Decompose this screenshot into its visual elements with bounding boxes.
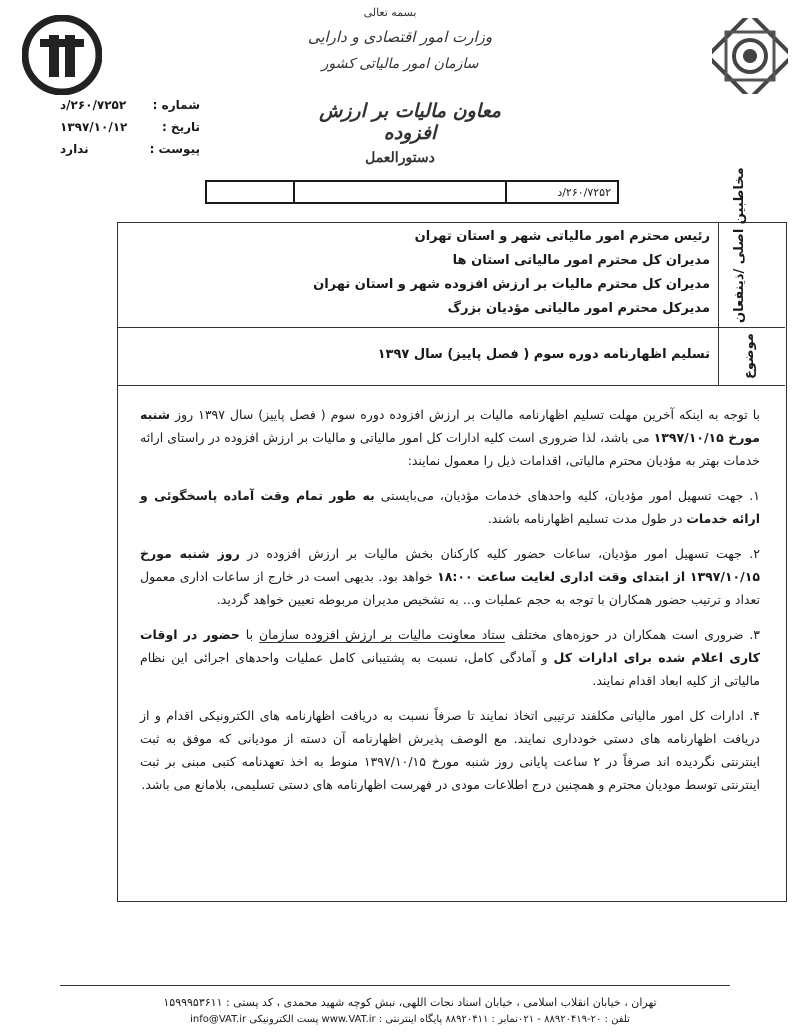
item2-text-a: ۲. جهت تسهیل امور مؤدیان، ساعات حضور کلیه کارکنان بخش مالیات بر ارزش افزوده در [239, 546, 760, 561]
item1-text-a: ۱. جهت تسهیل امور مؤدیان، کلیه واحدهای خدمات مؤدیان، می‌بایستی [374, 488, 760, 503]
body-item-4: ۴. ادارات کل امور مالیاتی مکلفند ترتیبی اتخاذ نمایند تا صرفاً نسبت به دریافت اظهارنامه های الکترونیکی اقدام و از دریافت اظهارنامه های دستی خودداری نمایند. مع الوصف پذیرش اظهارنامه آن دسته از مودیانی که موفق به ثبت اینترنتی نگردیده اند صرفاً در ۲ ساعت پایانی روز شنبه مورخ ۱۳۹۷/۱۰/۱۵ منوط به اخذ تعهدنامه کتبی مبنی بر ثبت اینترنتی توسط مودیان محترم و همچنین درج اطلاعات مودی در فهرست اظهارنامه های دستی تسلیمی، بلامانع می باشد. [140, 708, 760, 792]
reference-strip [205, 180, 619, 204]
item2-emphasis: روز شنبه مورخ ۱۳۹۷/۱۰/۱۵ از ابتدای وقت اداری لغایت ساعت ۱۸:۰۰ [140, 546, 761, 584]
item3-emphasis: حضور در اوقات کاری اعلام شده برای ادارات کل [140, 627, 760, 665]
ref-cell-empty-1 [207, 182, 293, 202]
ref-cell-number: ۲۶۰/۷۲۵۲/د [505, 182, 617, 202]
document-type: دستورالعمل [365, 150, 435, 166]
divider-subject [118, 385, 785, 386]
tax-organization-logo [22, 15, 102, 95]
meta-number-label: شماره : [152, 98, 200, 112]
meta-date-label: تاریخ : [161, 120, 200, 134]
divider-recipients [118, 327, 785, 328]
recipient-line-4: مدیرکل محترم امور مالیاتی مؤدیان بزرگ [447, 301, 710, 316]
recipient-line-1: رئیس محترم امور مالیاتی شهر و استان تهران [414, 229, 710, 244]
item3-text-a: ۳. ضروری است همکاران در حوزه‌های مختلف [505, 627, 761, 642]
body-item-1 [140, 484, 760, 530]
meta-date-row [60, 120, 200, 138]
subject-label: موضوع [742, 333, 757, 379]
meta-attachment-row [60, 142, 200, 160]
item1-emphasis: به طور تمام وقت آماده پاسخگوئی و ارائه خدمات [140, 488, 760, 526]
meta-date-value: ۱۳۹۷/۱۰/۱۲ [60, 120, 128, 134]
meta-number-row [60, 98, 200, 116]
meta-number-value: ۲۶۰/۷۲۵۲/د [60, 98, 127, 112]
bismillah-heading: بسمه تعالی [363, 6, 417, 19]
intro-text-c: می باشد، لذا ضروری است کلیه ادارات کل امور مالیاتی و مالیات بر ارزش افزوده در راستای ارائه خدمات بهتر به مؤدیان محترم مالیاتی، اقدامات ذیل را معمول نمایند: [140, 430, 760, 468]
item3-text-b: با [239, 627, 259, 642]
footer-contact: تلفن : ۲۰-۸۸۹۲۰۴۱۹ - ۰۲۱نمابر : ۸۸۹۲۰۴۱۱ پایگاه اینترنتی : www.VAT.ir پست الکترونیکی info@VAT.ir [190, 1014, 630, 1025]
label-column-divider [718, 223, 719, 385]
deputy-title: معاون مالیات بر ارزش افزوده [319, 100, 501, 144]
recipient-line-3: مدیران کل محترم مالیات بر ارزش افزوده شهر و استان تهران [313, 277, 710, 292]
intro-deadline: شنبه مورخ ۱۳۹۷/۱۰/۱۵ [140, 407, 760, 445]
ministry-name: وزارت امور اقتصادی و دارایی [307, 28, 493, 46]
item2-text-c: خواهد بود. بدیهی است در خارج از ساعات اداری معمول تعداد و ترتیب حضور همکاران با توجه به حجم عملیات و... به تشخیص مدیران مربوطه تعیین خواهد گردید. [140, 569, 760, 607]
meta-attachment-value: ندارد [60, 142, 89, 156]
recipients-label: مخاطبین اصلی /ذینفعان [732, 167, 747, 323]
ref-cell-empty-2 [293, 182, 505, 202]
body-intro [140, 403, 760, 472]
intro-text-a: با توجه به اینکه آخرین مهلت تسلیم اظهارنامه مالیات بر ارزش افزوده دوره سوم ( فصل پاییز) سال ۱۳۹۷ روز [170, 407, 760, 422]
ministry-emblem-logo [712, 18, 788, 94]
item1-text-c: در طول مدت تسلیم اظهارنامه باشند. [487, 511, 687, 526]
organization-name: سازمان امور مالیاتی کشور [321, 56, 479, 72]
body-item-2 [140, 542, 760, 611]
letter-body [140, 403, 760, 808]
meta-attachment-label: پیوست : [149, 142, 200, 156]
subject-text: تسلیم اظهارنامه دوره سوم ( فصل پاییز) سال ۱۳۹۷ [377, 347, 710, 362]
recipient-line-2: مدیران کل محترم امور مالیاتی استان ها [452, 253, 710, 268]
footer-divider [60, 985, 730, 986]
body-item-3 [140, 623, 760, 692]
item3-text-d: و آمادگی کامل، نسبت به پشتیبانی کامل عملیات واحدهای اجرائی این نظام مالیاتی از کلیه ابعاد اقدام نمایند. [140, 650, 760, 688]
footer-address: تهران ، خیابان انقلاب اسلامی ، خیابان استاد نجات اللهی، نبش کوچه شهید محمدی ، کد پستی : ۱۵۹۹۹۵۳۶۱۱ [163, 996, 657, 1009]
item3-underlined: ستاد معاونت مالیات بر ارزش افزوده سازمان [258, 627, 506, 642]
